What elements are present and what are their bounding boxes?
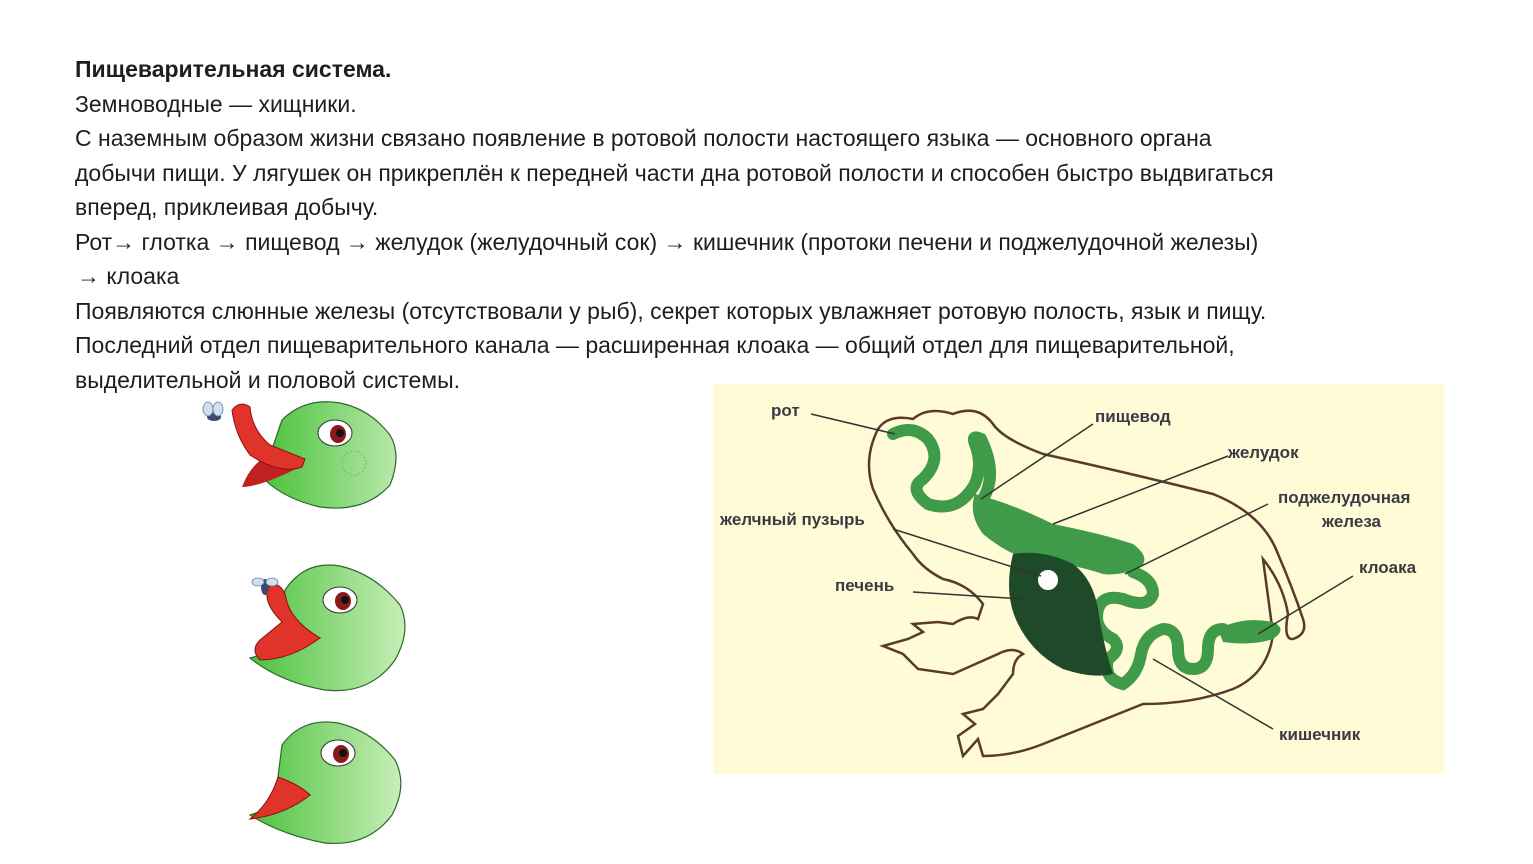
intestine	[1097, 572, 1223, 684]
cloaca-line-1: Последний отдел пищеварительного канала — расширенная клоака — общий отдел для пищеварительной,	[75, 332, 1235, 358]
gallbladder	[1037, 569, 1059, 591]
cloaca-line-2: выделительной и половой системы.	[75, 366, 460, 393]
line-predators: Земноводные — хищники.	[75, 90, 357, 117]
frog-head-mouth-open	[190, 715, 420, 855]
digestive-system-diagram	[713, 384, 1444, 774]
frog-head-tongue-flipping	[190, 560, 420, 700]
label-pancreas-line1: поджелудочная	[1278, 488, 1411, 507]
tongue-line-1: С наземным образом жизни связано появление в ротовой полости настоящего языка — основного органа	[75, 125, 1212, 151]
frog-anatomy-drawing	[713, 384, 1444, 774]
tongue-line-2: добычи пищи. У лягушек он прикреплён к передней части дна ротовой полости и способен быстро выдвигаться	[75, 159, 1274, 186]
tongue-line-3: вперед, приклеивая добычу.	[75, 194, 379, 220]
text-block	[75, 52, 1475, 397]
label-gallbladder: желчный пузырь	[720, 510, 865, 529]
frog-head-tongue-extended	[190, 395, 420, 525]
heading: Пищеварительная система.	[75, 56, 392, 82]
label-esophagus: пищевод	[1095, 407, 1171, 426]
label-stomach: желудок	[1228, 443, 1299, 462]
fly-icon	[203, 402, 223, 421]
label-liver: печень	[835, 576, 895, 595]
frog-heads-illustration	[190, 395, 420, 855]
label-cloaca: клоака	[1359, 558, 1417, 577]
glands-line: Появляются слюнные железы (отсутствовали у рыб), секрет которых увлажняет ротовую полость, язык и пищу.	[75, 297, 1267, 324]
pathway-line-2: → клоака	[77, 263, 180, 289]
label-intestine: кишечник	[1279, 725, 1361, 744]
label-pancreas-line2: железа	[1322, 512, 1381, 531]
pathway-line-1: Рот→ глотка → пищевод → желудок (желудочный сок) → кишечник (протоки печени и поджелудочной железы)	[75, 228, 1259, 255]
label-mouth: рот	[771, 401, 800, 420]
